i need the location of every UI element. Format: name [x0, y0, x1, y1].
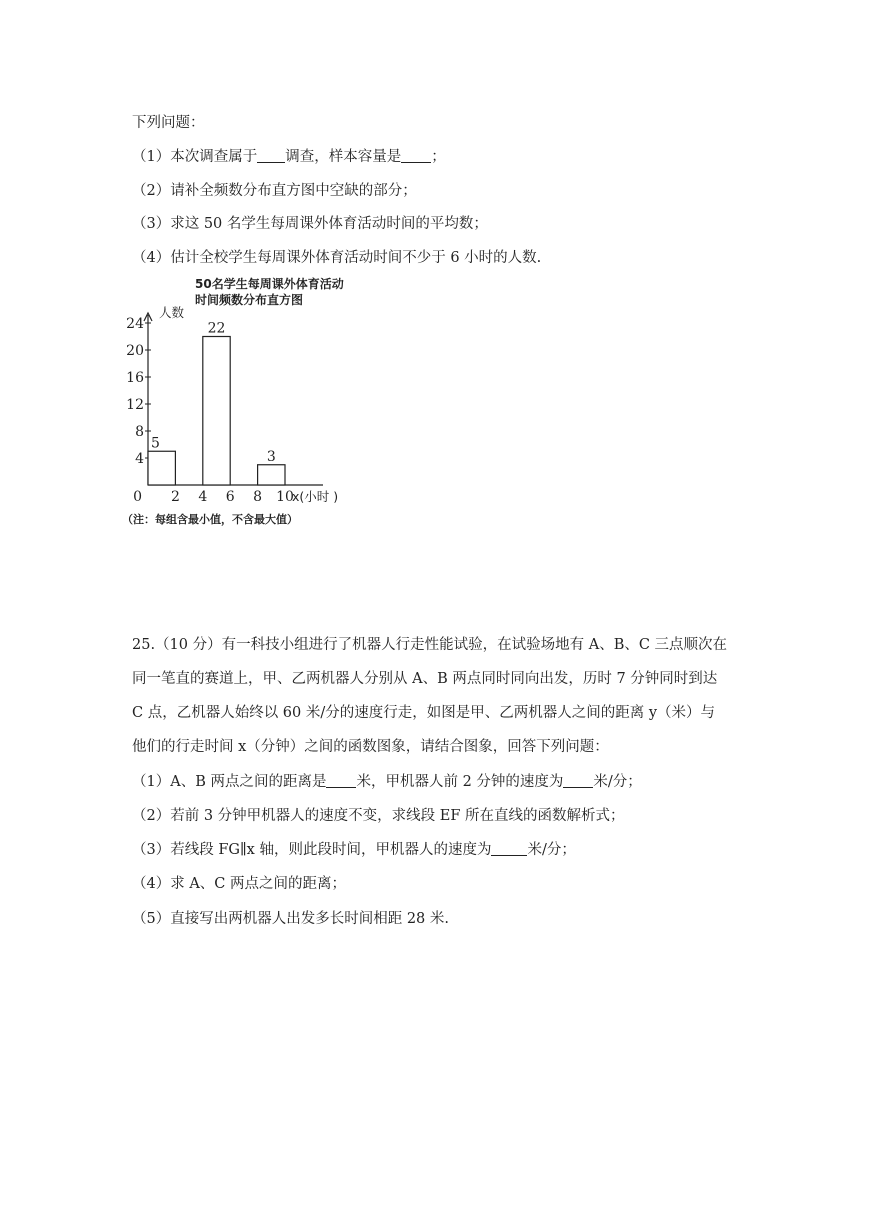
- q25-sub-3: [132, 840, 576, 860]
- x-axis-label: x(小时 ): [292, 489, 339, 504]
- q25-sub-4: （4）求 A、C 两点之间的距离；: [132, 876, 347, 892]
- bars: [148, 321, 285, 486]
- q25-sub-1-mid: 米，甲机器人前 2 分钟的速度为: [356, 774, 564, 790]
- x-tick-label: 4: [198, 489, 208, 505]
- chart-title-line-2: 时间频数分布直方图: [195, 293, 304, 307]
- answer-blank: [563, 773, 593, 788]
- answer-blank: [491, 841, 527, 856]
- y-tick-label: 24: [126, 316, 144, 332]
- q25-sub-3-post: 米/分；: [527, 842, 576, 858]
- chart-note: （注：每组含最小值，不含最大值）: [122, 513, 298, 526]
- q24-item-4: （4）估计全校学生每周课外体育活动时间不少于 6 小时的人数.: [132, 250, 542, 266]
- q25-line-4: 他们的行走时间 x（分钟）之间的函数图象，请结合图象，回答下列问题：: [132, 739, 609, 755]
- y-axis-label: 人数: [159, 305, 185, 320]
- q24-intro: 下列问题：: [132, 115, 205, 131]
- x-tick-label: 2: [170, 489, 180, 505]
- q24-item-2: （2）请补全频数分布直方图中空缺的部分；: [132, 183, 417, 199]
- q24-item-1-pre: （1）本次调查属于: [132, 149, 258, 165]
- q25-sub-1: [132, 772, 642, 792]
- q24-item-3: （3）求这 50 名学生每周课外体育活动时间的平均数；: [132, 216, 488, 232]
- answer-blank: [401, 148, 431, 163]
- y-tick-label: 8: [135, 424, 144, 440]
- x-tick-label: 8: [253, 489, 263, 505]
- y-tick-label: 4: [135, 451, 144, 467]
- chart-title-line-1: 50名学生每周课外体育活动: [195, 277, 344, 291]
- y-tick-labels: [126, 316, 151, 467]
- answer-blank: [257, 148, 285, 163]
- y-tick-label: 20: [126, 343, 144, 359]
- x-tick-label: 6: [225, 489, 235, 505]
- bar-value-label: 22: [207, 320, 226, 337]
- y-tick-label: 12: [126, 397, 144, 413]
- q25-sub-5: （5）直接写出两机器人出发多长时间相距 28 米.: [132, 911, 450, 927]
- q25-line-3: C 点，乙机器人始终以 60 米/分的速度行走，如图是甲、乙两机器人之间的距离 y（米）与: [132, 705, 716, 721]
- x-tick-labels: [133, 489, 294, 505]
- histogram-bar: [203, 337, 230, 486]
- q25-line-2: 同一笔直的赛道上，甲、乙两机器人分别从 A、B 两点同时同向出发，历时 7 分钟同时到达: [132, 671, 718, 687]
- answer-blank: [326, 773, 356, 788]
- q25-sub-2: （2）若前 3 分钟甲机器人的速度不变，求线段 EF 所在直线的函数解析式；: [132, 808, 625, 824]
- bar-value-label: 3: [266, 448, 276, 465]
- histogram-bar: [258, 465, 285, 485]
- histogram-bar: [148, 451, 175, 485]
- q24-item-1-mid: 调查，样本容量是: [285, 149, 402, 165]
- q24-item-1-post: ；: [431, 149, 446, 165]
- y-tick-label: 16: [126, 370, 144, 386]
- q25-line-1: 25.（10 分）有一科技小组进行了机器人行走性能试验，在试验场地有 A、B、C 三点顺次在: [132, 637, 728, 653]
- bar-value-label: 5: [151, 435, 160, 452]
- histogram-chart: [118, 273, 378, 533]
- x-tick-label: 10: [276, 489, 294, 505]
- q25-sub-1-pre: （1）A、B 两点之间的距离是: [132, 774, 327, 790]
- q25-sub-1-post: 米/分；: [593, 774, 642, 790]
- q24-item-1: [132, 147, 446, 167]
- x-tick-label: 0: [133, 489, 142, 505]
- q25-sub-3-pre: （3）若线段 FG∥x 轴，则此段时间，甲机器人的速度为: [132, 842, 492, 858]
